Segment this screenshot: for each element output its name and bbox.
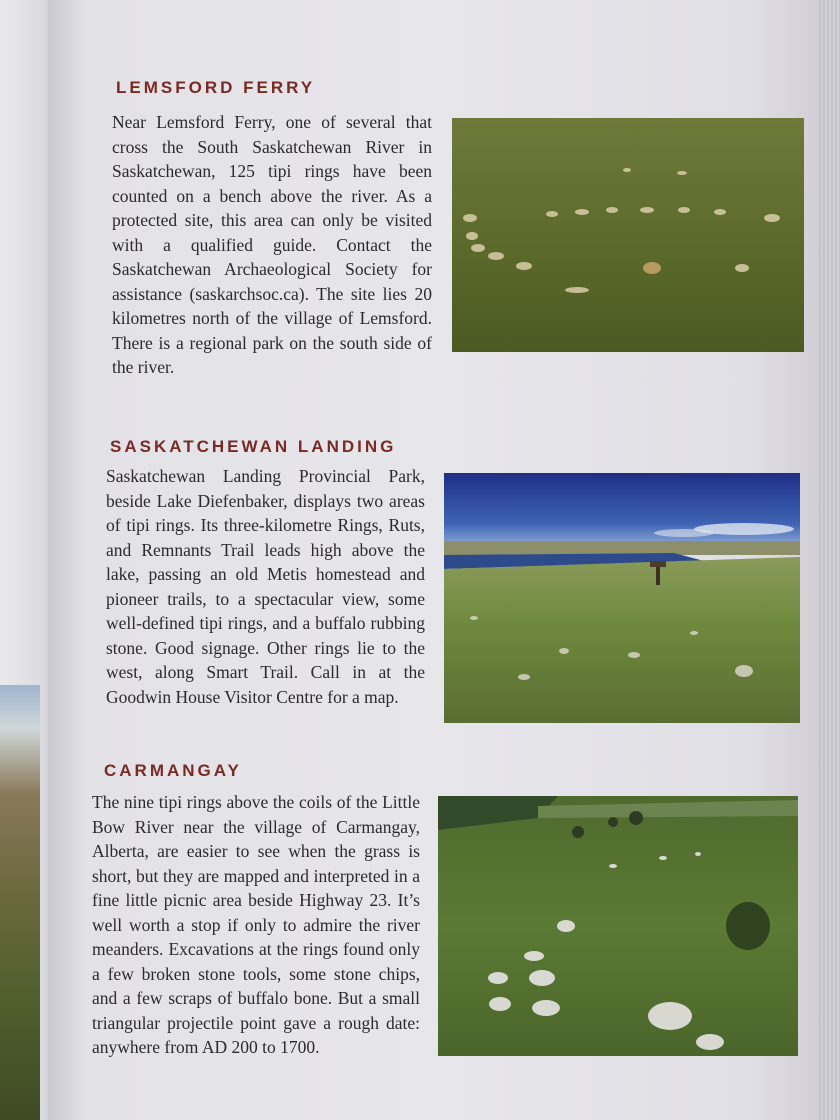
section-text-saskatchewan-landing: Saskatchewan Landing Provincial Park, beside Lake Diefenbaker, displays two areas of tipi rings. Its three-kilometre Rings, Ruts, and Remnants Trail leads high above the lake, passing an old Metis homestead and pioneer trails, to a spectacular view, some well-defined tipi rings, and a buffalo rubbing stone. Good signage. Other rings lie to the west, along Smart Trail. Call in at the Goodwin House Visitor Centre for a map. bbox=[106, 466, 425, 707]
photo-carmangay-tipi-rings bbox=[438, 796, 798, 1056]
section-heading-carmangay: CARMANGAY bbox=[104, 761, 242, 780]
section-heading-saskatchewan-landing: SASKATCHEWAN LANDING bbox=[110, 437, 397, 456]
facing-page-photo bbox=[0, 685, 40, 1120]
photo-lemsford-tipi-rings bbox=[452, 118, 804, 352]
section-text-carmangay: The nine tipi rings above the coils of the Little Bow River near the village of Carmangay, Alberta, are easier to see when the grass is short, but they are mapped and interpreted in a fine little picnic area beside Highway 23. It’s well worth a stop if only to admire the river meanders. Excavations at the rings found only a few broken stone tools, some stone chips, and a few scraps of buffalo bone. But a small triangular projectile point gave a rough date: anywhere from AD 200 to 1700. bbox=[92, 792, 420, 1057]
section-heading-lemsford-ferry: LEMSFORD FERRY bbox=[116, 78, 316, 97]
section-text-lemsford-ferry: Near Lemsford Ferry, one of several that cross the South Saskatchewan River in Saskatchewan, 125 tipi rings have been counted on a bench above the river. As a protected site, this area can only be visited with a qualified guide. Contact the Saskatchewan Archaeological Society for assistance (saskarchsoc.ca). The site lies 20 kilometres north of the village of Lemsford. There is a regional park on the south side of the river. bbox=[112, 112, 432, 377]
photo-saskatchewan-landing bbox=[444, 473, 800, 723]
page-stack-edge bbox=[818, 0, 840, 1120]
